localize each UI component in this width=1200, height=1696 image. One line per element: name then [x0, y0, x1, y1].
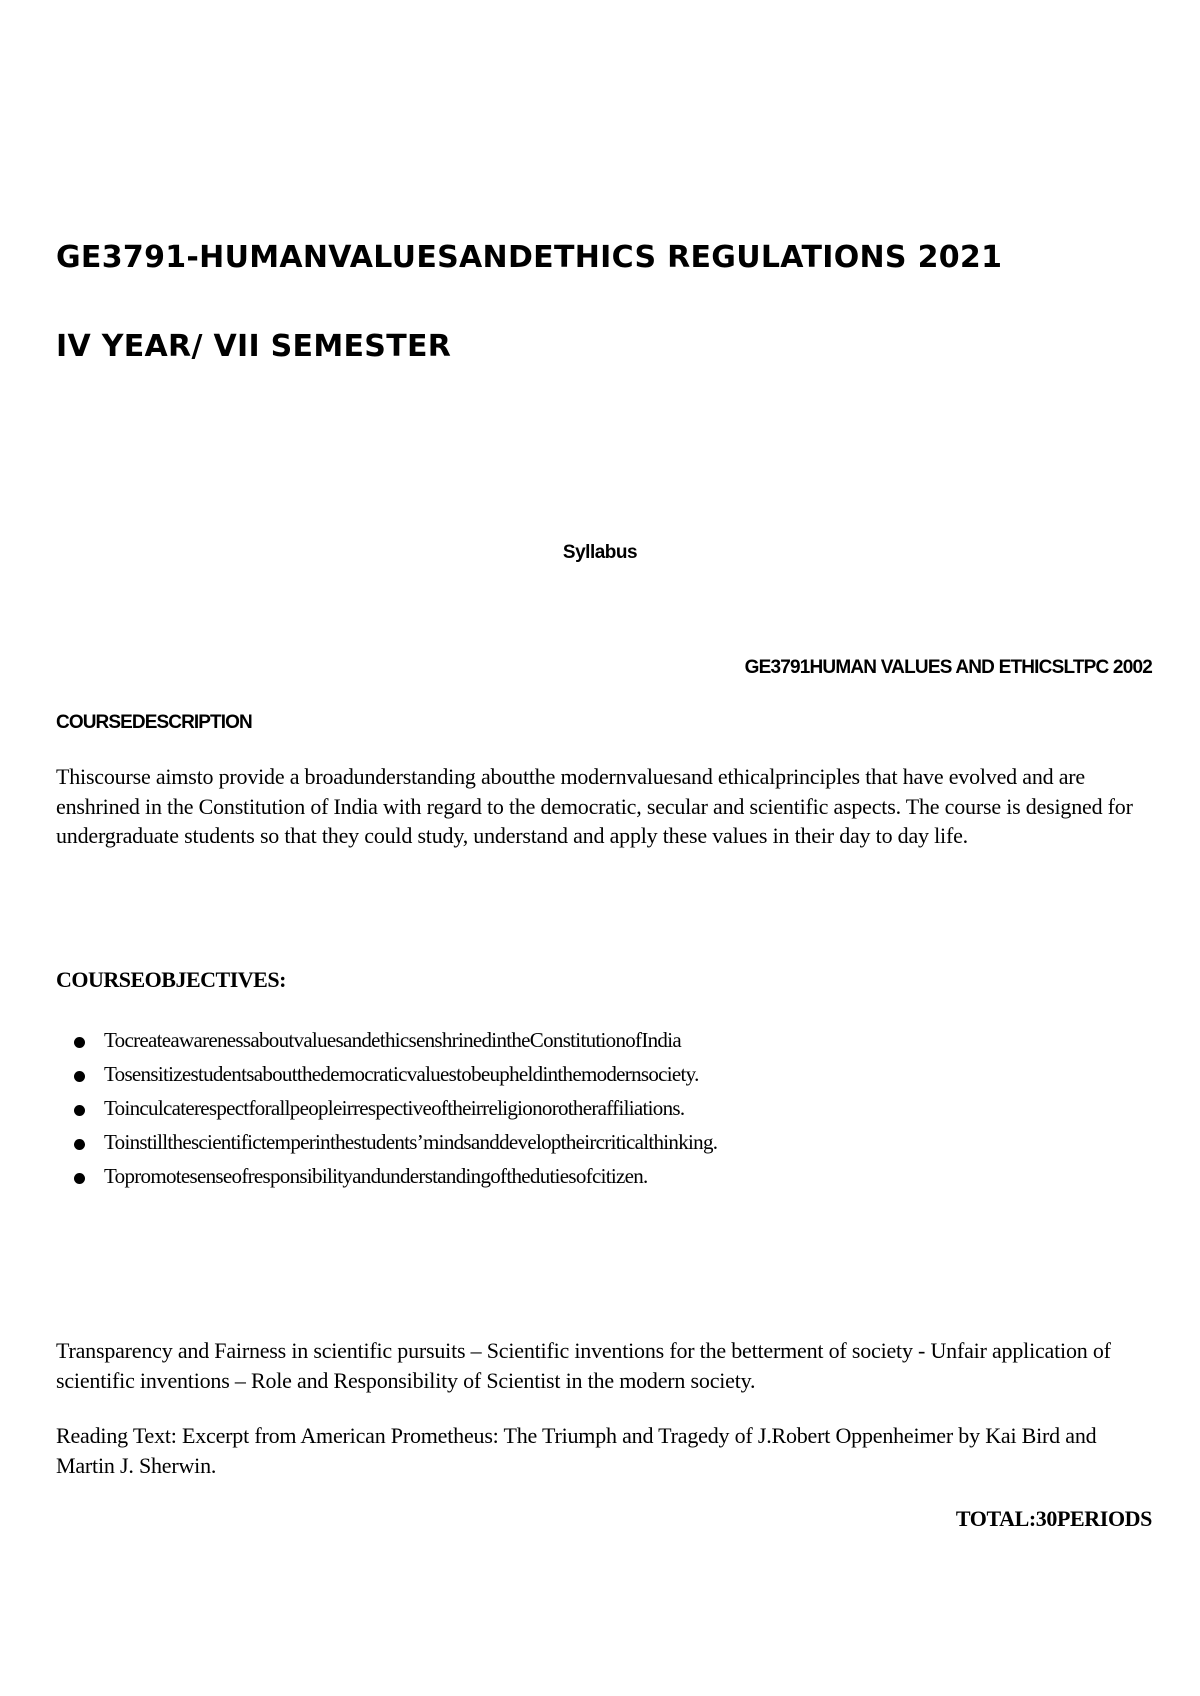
list-item [70, 1062, 1130, 1096]
bullet-icon [74, 1173, 85, 1184]
course-description-heading: COURSEDESCRIPTION [56, 712, 252, 733]
course-objectives-list [70, 1028, 1130, 1198]
bullet-icon [74, 1139, 85, 1150]
unit-content-paragraph: Transparency and Fairness in scientific pursuits – Scientific inventions for the betterment of society - Unfair application of scientific inventions – Role and Responsibility of Scientist in the modern society. [56, 1338, 1111, 1393]
course-objectives-heading: COURSEOBJECTIVES: [56, 967, 286, 992]
document-title: GE3791-HUMANVALUESANDETHICS REGULATIONS 2021 [56, 240, 1003, 275]
objective-text: TocreateawarenessaboutvaluesandethicsenshrinedintheConstitutionofIndia [104, 1028, 681, 1052]
bullet-icon [74, 1105, 85, 1116]
objective-text: Toinculcaterespectforallpeopleirrespectiveoftheirreligionorotheraffiliations. [104, 1096, 685, 1120]
list-item [70, 1164, 1130, 1198]
course-description-body: Thiscourse aimsto provide a broadunderstanding aboutthe modernvaluesand ethicalprinciples that have evolved and are enshrined in the Constitution of India with regard to the democratic, secular and scientific aspects. The course is designed for undergraduate students so that they could study, understand and apply these values in their day to day life. [56, 764, 1133, 848]
bullet-icon [74, 1071, 85, 1082]
list-item [70, 1096, 1130, 1130]
syllabus-heading: Syllabus [562, 542, 638, 563]
total-periods: TOTAL:30PERIODS [955, 1506, 1152, 1531]
course-code-line: GE3791HUMAN VALUES AND ETHICSLTPC 2002 [744, 657, 1152, 678]
objective-text: Topromotesenseofresponsibilityandunderstandingofthedutiesofcitizen. [104, 1164, 648, 1188]
reading-text-paragraph: Reading Text: Excerpt from American Prometheus: The Triumph and Tragedy of J.Robert Oppenheimer by Kai Bird and Martin J. Sherwin. [56, 1423, 1097, 1478]
objective-text: Tosensitizestudentsaboutthedemocraticvaluestobeupheldinthemodernsociety. [104, 1062, 699, 1086]
objective-text: Toinstillthescientifictemperinthestudents’mindsanddeveloptheircriticalthinking. [104, 1130, 718, 1154]
bullet-icon [74, 1037, 85, 1048]
list-item [70, 1028, 1130, 1062]
year-semester-subtitle: IV YEAR/ VII SEMESTER [56, 329, 452, 364]
list-item [70, 1130, 1130, 1164]
